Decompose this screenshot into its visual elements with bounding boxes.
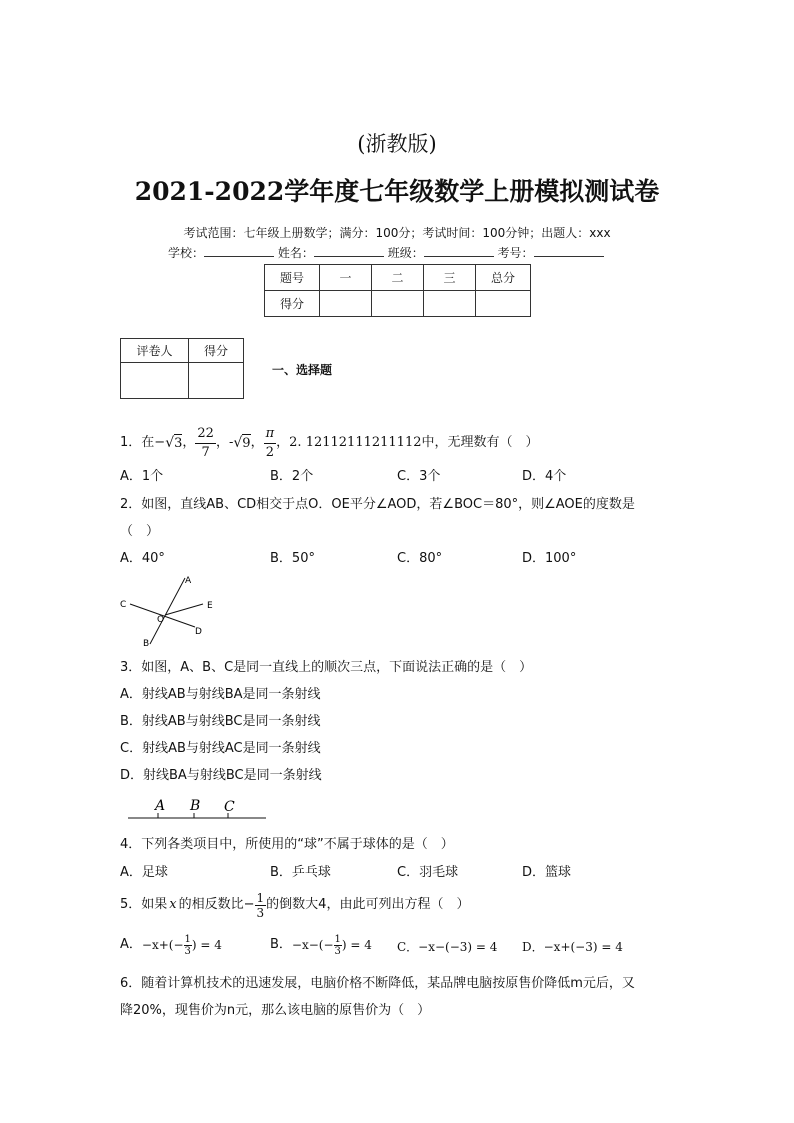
score-row-label: 得分 (265, 291, 320, 317)
question-3-text: 3．如图，A、B、C是同一直线上的顺次三点，下面说法正确的是（ ） (120, 660, 533, 675)
score-header-cell: 三 (424, 265, 476, 291)
score-cell[interactable] (320, 291, 372, 317)
score-cell[interactable] (476, 291, 531, 317)
q3-option-d[interactable]: D．射线BA与射线BC是同一条射线 (120, 768, 322, 783)
numerator: 22 (195, 425, 216, 444)
option-label: A． (120, 937, 142, 952)
q1-neg2: - (228, 435, 234, 450)
q5-suffix: 的倒数大4，由此可列出方程（ ） (266, 897, 470, 912)
formula-part: ) = 4 (191, 938, 222, 952)
score-cell[interactable] (424, 291, 476, 317)
name-label: 姓名： (277, 246, 314, 260)
q5-option-d[interactable]: D．−x+(−3) = 4 (522, 940, 623, 954)
formula-part: ) = 4 (341, 938, 372, 952)
formula-part: −x+(− (141, 938, 184, 952)
q1-option-d[interactable]: D．4个 (522, 469, 567, 484)
q5-var: x (169, 897, 177, 912)
label-a: A (155, 798, 166, 814)
q2-figure (115, 572, 225, 648)
score-header-cell: 总分 (476, 265, 531, 291)
grader-header-cell: 得分 (189, 339, 244, 363)
denominator: 3 (256, 905, 265, 920)
q1-neg: − (154, 435, 166, 450)
q2-option-d[interactable]: D．100° (522, 551, 577, 566)
q2-option-c[interactable]: C．80° (397, 551, 443, 566)
question-4-text: 4．下列各类项目中，所使用的“球”不属于球体的是（ ） (120, 837, 454, 852)
label-d: D (195, 627, 202, 637)
score-cell[interactable] (372, 291, 424, 317)
label-c: C (224, 799, 235, 815)
question-5 (120, 888, 469, 922)
grader-cell[interactable] (121, 363, 189, 399)
question-2-text: 2．如图，直线AB、CD相交于点O．OE平分∠AOD，若∠BOC＝80°，则∠AOE的度数是 (120, 497, 635, 512)
denominator: 2 (265, 444, 274, 460)
label-b: B (190, 798, 201, 814)
school-field[interactable] (204, 256, 274, 257)
q3-option-a[interactable]: A．射线AB与射线BA是同一条射线 (120, 687, 321, 702)
class-field[interactable] (424, 256, 494, 257)
label-b: B (143, 639, 150, 648)
school-label: 学校： (168, 246, 205, 260)
q5-mid: 的相反数比− (178, 897, 255, 912)
numerator: π (264, 425, 277, 444)
label-c: C (120, 600, 127, 610)
q5-prefix: 5．如果 (120, 897, 168, 912)
q1-suffix: 中，无理数有（ ） (421, 435, 539, 450)
q3-option-b[interactable]: B．射线AB与射线BC是同一条射线 (120, 714, 321, 729)
fraction (184, 934, 192, 957)
formula-part: −x−(− (291, 938, 334, 952)
numerator: 1 (184, 933, 191, 945)
question-2-paren: （ ） (120, 524, 160, 539)
option-label: B． (270, 937, 292, 952)
q1-sqrt9: 9 (242, 435, 251, 451)
numerator: 1 (256, 890, 265, 905)
edition-label: (浙教版) (357, 132, 437, 156)
numerator: 1 (334, 933, 341, 945)
question-1: 1．在 − √ 3 ， $\frac{22}{7}$ ， - √ 9 ， $\frac{\pi}{2}$ ， 2. 12112111211112 中，无理数有（ ） (120, 425, 539, 460)
label-o: O (157, 615, 165, 625)
denominator: 3 (334, 945, 341, 957)
score-header-cell: 二 (372, 265, 424, 291)
question-6-text: 6．随着计算机技术的迅速发展，电脑价格不断降低，某品牌电脑按原售价降低m元后，又 (120, 976, 635, 991)
id-field[interactable] (534, 256, 604, 257)
q4-option-c[interactable]: C．羽毛球 (397, 865, 459, 880)
grader-header-cell: 评卷人 (121, 339, 189, 363)
page-title: 2021-2022学年度七年级数学上册模拟测试卷 (134, 177, 660, 206)
q4-option-a[interactable]: A．足球 (120, 865, 168, 880)
question-6-text-cont: 降20%，现售价为n元，那么该电脑的原售价为（ ） (120, 1003, 431, 1018)
q1-fraction-pi-2 (264, 425, 277, 462)
q5-option-c[interactable]: C．−x−(−3) = 4 (397, 940, 498, 954)
q1-option-b[interactable]: B．2个 (270, 469, 314, 484)
fraction (334, 934, 342, 957)
q4-option-b[interactable]: B．乒乓球 (270, 865, 331, 880)
denominator: 3 (184, 945, 191, 957)
section-heading: 一、选择题 (272, 363, 333, 377)
q5-option-a[interactable] (120, 930, 222, 960)
label-e: E (207, 601, 213, 611)
student-info-line (168, 244, 604, 261)
q2-option-a[interactable]: A．40° (120, 551, 165, 566)
grader-table (120, 338, 244, 399)
q2-option-b[interactable]: B．50° (270, 551, 315, 566)
name-field[interactable] (314, 256, 384, 257)
q1-decimal: 2. 12112111211112 (289, 435, 422, 450)
q1-fraction-22-7 (195, 425, 216, 462)
q3-option-c[interactable]: C．射线AB与射线AC是同一条射线 (120, 741, 321, 756)
q5-option-b[interactable] (270, 930, 372, 960)
exam-info: 考试范围：七年级上册数学；满分：100分；考试时间：100分钟；出题人：xxx (183, 226, 611, 240)
q5-fraction (255, 891, 267, 920)
q1-prefix: 1．在 (120, 435, 155, 450)
score-header-cell: 一 (320, 265, 372, 291)
score-table (264, 264, 531, 317)
q1-option-a[interactable]: A．1个 (120, 469, 164, 484)
class-label: 班级： (387, 246, 424, 260)
score-header-cell: 题号 (265, 265, 320, 291)
q1-sqrt3: 3 (174, 435, 183, 451)
q1-option-c[interactable]: C．3个 (397, 469, 441, 484)
q4-option-d[interactable]: D．篮球 (522, 865, 572, 880)
label-a: A (185, 576, 192, 586)
denominator: 7 (201, 444, 210, 460)
id-label: 考号： (497, 246, 534, 260)
grader-cell[interactable] (189, 363, 244, 399)
q3-figure (126, 796, 271, 824)
